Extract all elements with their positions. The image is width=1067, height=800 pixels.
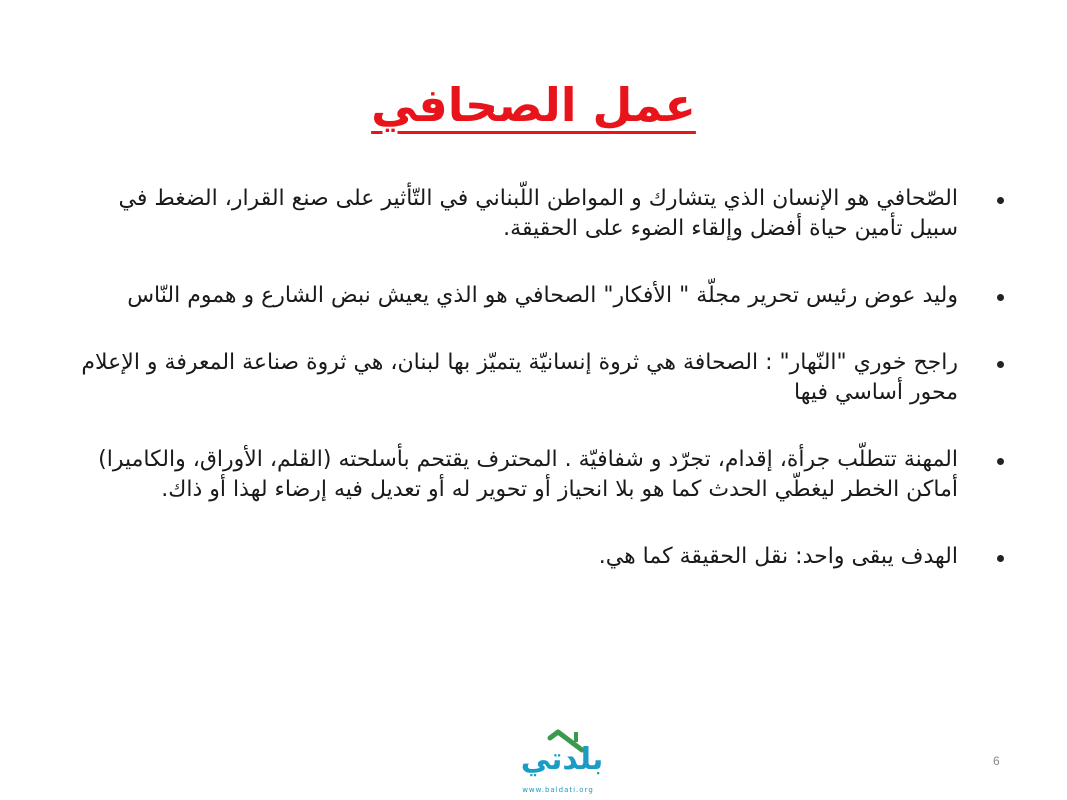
bullet-dot-icon [997,458,1004,465]
bullet-item [80,445,1010,505]
slide-title [0,72,1067,138]
bullet-item [80,348,1010,408]
page-number: 6 [993,754,1000,768]
logo-word: بلدتي [520,742,604,777]
bullet-text: راجح خوري "النّهار" : الصحافة هي ثروة إنسانيّة يتميّز بها لبنان، هي ثروة صناعة المعرفة و الإعلام محور أساسي فيها [81,350,958,405]
bullet-dot-icon [997,361,1004,368]
bullet-dot-icon [997,555,1004,562]
bullet-dot-icon [997,294,1004,301]
bullet-text: المهنة تتطلّب جرأة، إقدام، تجرّد و شفافيّة . المحترف يقتحم بأسلحته (القلم، الأوراق، والكاميرا) أماكن الخطر ليغطّي الحدث كما هو بلا انحياز أو تحوير له أو تعديل فيه إرضاء لهذا أو ذاك. [98,447,958,502]
baldati-logo [498,724,618,800]
bullet-dot-icon [997,197,1004,204]
bullet-item [80,542,1010,572]
bullet-list [80,184,1010,609]
bullet-item [80,281,1010,311]
bullet-text: وليد عوض رئيس تحرير مجلّة " الأفكار" الصحافي هو الذي يعيش نبض الشارع و هموم النّاس [127,283,958,308]
bullet-text: الهدف يبقى واحد: نقل الحقيقة كما هي. [598,544,958,569]
bullet-text: الصّحافي هو الإنسان الذي يتشارك و المواطن اللّبناني في التّأثير على صنع القرار، الضغط في سبيل تأمين حياة أفضل وإلقاء الضوء على الحقيقة. [118,186,958,241]
logo-url: www.baldati.org [522,786,594,794]
bullet-item [80,184,1010,244]
slide-title-text: عمل الصحافي [371,78,696,132]
